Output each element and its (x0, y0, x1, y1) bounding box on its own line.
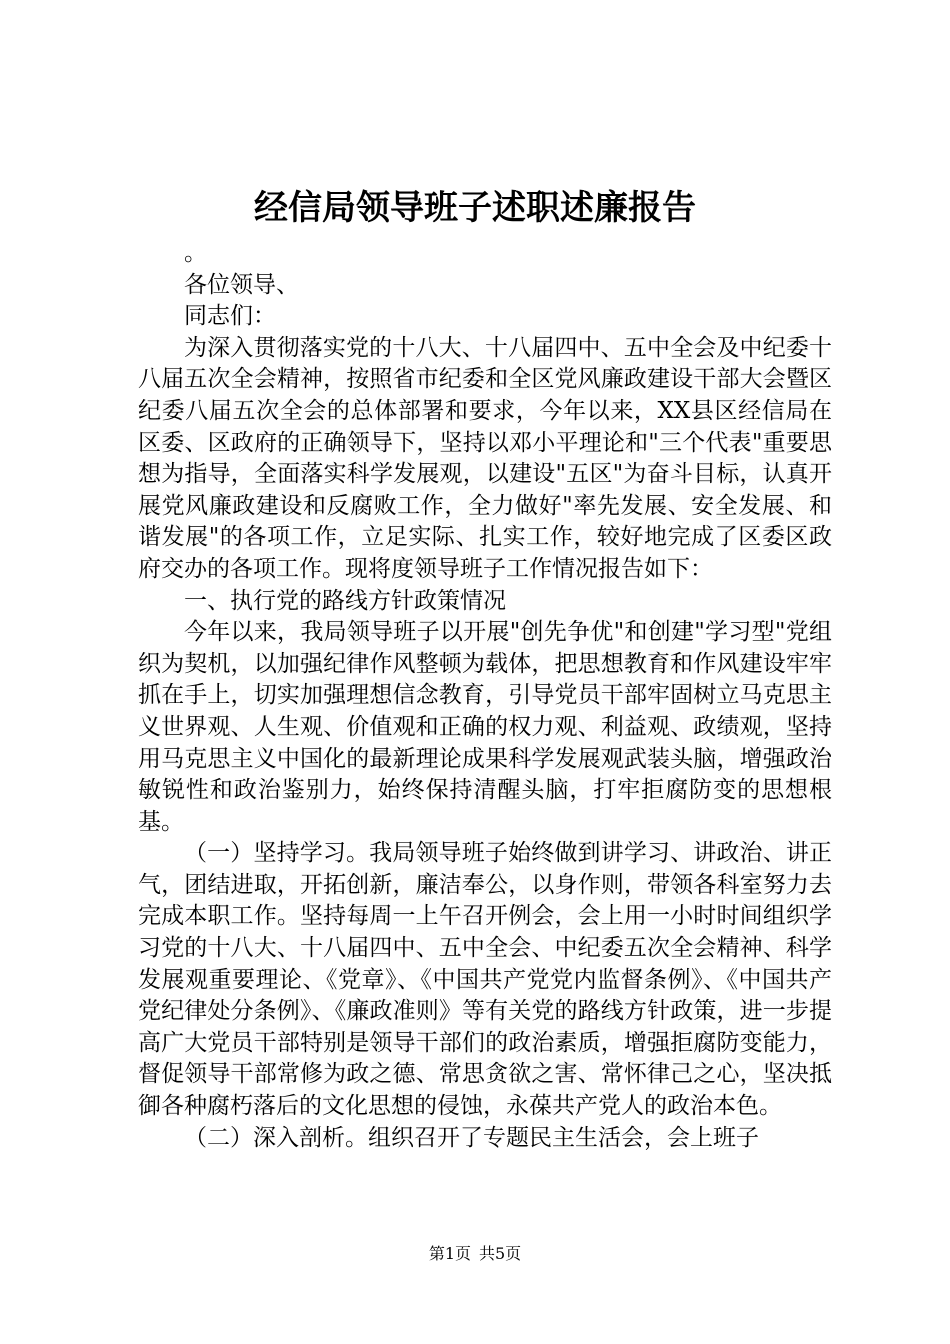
salutation-comrades: 同志们： (184, 303, 276, 330)
subsection-analysis-paragraph: （二）深入剖析。组织召开了专题民主生活会，会上班子 (184, 1124, 759, 1151)
intro-paragraph: 为深入贯彻落实党的十八大、十八届四中、五中全会及中纪委十八届五次全会精神，按照省市纪委和全区党风廉政建设干部大会暨区纪委八届五次全会的总体部署和要求，今年以来，XX县区经信局在区委、区政府的正确领导下，坚持以邓小平理论和"三个代表"重要思想为指导，全面落实科学发展观，以建设"五区"为奋斗目标，认真开展党风廉政建设和反腐败工作，全力做好"率先发展、安全发展、和谐发展"的各项工作，立足实际、扎实工作，较好地完成了区委区政府交办的各项工作。现将度领导班子工作情况报告如下： (138, 334, 832, 582)
salutation-leaders: 各位领导、 (184, 271, 299, 298)
paragraph-mark: 。 (184, 240, 207, 266)
section-1-paragraph: 今年以来，我局领导班子以开展"创先争优"和创建"学习型"党组织为契机，以加强纪律作风整顿为载体，把思想教育和作风建设牢牢抓在手上，切实加强理想信念教育，引导党员干部牢固树立马克思主义世界观、人生观、价值观和正确的权力观、利益观、政绩观，坚持用马克思主义中国化的最新理论成果科学发展观武装头脑，增强政治敏锐性和政治鉴别力，始终保持清醒头脑，打牢拒腐防变的思想根基。 (138, 619, 832, 835)
page-number-current: 第1页 (428, 1244, 471, 1263)
subsection-study-paragraph: （一）坚持学习。我局领导班子始终做到讲学习、讲政治、讲正气，团结进取，开拓创新，廉洁奉公，以身作则，带领各科室努力去完成本职工作。坚持每周一上午召开例会，会上用一小时时间组织学习党的十八大、十八届四中、五中全会、中纪委五次全会精神、科学发展观重要理论、《党章》、《中国共产党党内监督条例》、《中国共产党纪律处分条例》、《廉政准则》等有关党的路线方针政策，进一步提高广大党员干部特别是领导干部们的政治素质，增强拒腐防变能力，督促领导干部常修为政之德、常思贪欲之害、常怀律己之心，坚决抵御各种腐朽落后的文化思想的侵蚀，永葆共产党人的政治本色。 (138, 840, 832, 1120)
document-title: 经信局领导班子述职述廉报告 (254, 188, 696, 228)
section-heading-1: 一、执行党的路线方针政策情况 (184, 587, 506, 614)
page-number-total: 共5页 (479, 1244, 522, 1263)
page-footer (0, 1243, 950, 1265)
document-body (138, 238, 832, 1154)
